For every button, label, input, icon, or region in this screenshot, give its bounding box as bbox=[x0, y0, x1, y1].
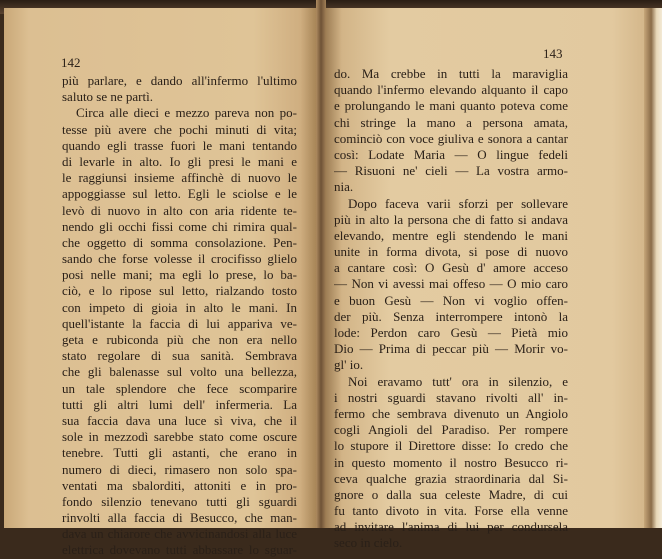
left-page bbox=[4, 8, 316, 558]
text-line: posi nelle mani; ma egli lo prese, lo ba- bbox=[62, 267, 297, 283]
text-line: quando egli trasse fuori le mani tentando bbox=[62, 137, 297, 153]
right-page-text bbox=[334, 66, 568, 552]
text-line: lo stupore il Direttore disse: Io credo che bbox=[334, 438, 568, 454]
text-line: cogli Angioli del Paradiso. Per rompere bbox=[334, 422, 568, 438]
text-line: ceva qualche grazia straordinaria dal Si- bbox=[334, 470, 568, 486]
text-line: e prolungando le mani quanto poteva come bbox=[334, 98, 568, 114]
text-line: quell'istante la faccia di lui appariva ve- bbox=[62, 315, 297, 331]
text-line: dava un chiarore che avvicinandosi alla luce bbox=[62, 526, 297, 542]
text-line: cominciò con voce giuliva e sonora a cantar bbox=[334, 130, 568, 146]
text-line: — Risuoni ne' cieli — La vostra armo- bbox=[334, 163, 568, 179]
text-line: tenebre. Tutti gli astanti, che erano in bbox=[62, 445, 297, 461]
text-line: do. Ma crebbe in tutti la maraviglia bbox=[334, 66, 568, 81]
text-line: in questo momento il nostro Besucco ri- bbox=[334, 454, 568, 470]
text-line: gl' io. bbox=[334, 357, 364, 373]
text-line: stato regolare di sua sanità. Sembrava bbox=[62, 348, 297, 364]
page-edges bbox=[644, 8, 662, 528]
text-line: elevando, mentre egli stendendo le mani bbox=[334, 227, 568, 243]
text-line: Circa alle dieci e mezzo pareva non po- bbox=[76, 105, 297, 121]
text-line: elettrica dovevano tutti abbassare lo sguar- bbox=[62, 542, 297, 558]
text-line: der più. Senza interrompere intonò la bbox=[334, 308, 568, 324]
text-line: quando l'infermo elevando alquanto il capo bbox=[334, 82, 568, 98]
text-line: fondo silenzio tenevano tutti gli sguardi bbox=[62, 493, 297, 509]
text-line: saluto se ne partì. bbox=[62, 89, 153, 105]
text-line: sando che forse volesse il crocifisso glielo bbox=[62, 251, 297, 267]
text-line: ventati ma sbalorditi, attoniti e in pro- bbox=[62, 477, 297, 493]
text-line: nendo gli occhi fissi come chi rimira qual- bbox=[62, 218, 297, 234]
text-line: tesse più avere che pochi minuti di vita; bbox=[62, 121, 297, 137]
text-line: i nostri sguardi stavano rivolti all' in- bbox=[334, 389, 568, 405]
text-line: Noi eravamo tutt' ora in silenzio, e bbox=[348, 373, 568, 389]
text-line: sua faccia dava una luce sì viva, che il bbox=[62, 412, 297, 428]
text-line: lode: Perdon caro Gesù — Pietà mio bbox=[334, 325, 568, 340]
text-line: che oggetto di somma consolazione. Pen- bbox=[62, 234, 297, 250]
text-line: un tale splendore che fece scomparire bbox=[62, 380, 297, 396]
text-line: nia. bbox=[334, 179, 354, 195]
text-line: gnore o dalla sua celeste Madre, di cui bbox=[334, 486, 568, 502]
right-page bbox=[326, 8, 644, 551]
text-line: di levarle in alto. Io gli presi le mani e bbox=[62, 153, 297, 169]
page-number-left: 142 bbox=[61, 55, 81, 70]
text-line: ad invitare l'anima di lui per condursela bbox=[334, 519, 568, 535]
text-line: levò di nuovo in alto con aria ridente te- bbox=[62, 202, 297, 218]
text-line: a cantare così: O Gesù d' amore acceso bbox=[334, 260, 568, 276]
text-line: seco in cielo. bbox=[334, 535, 403, 551]
text-line: più parlare, e dando all'infermo l'ultimo bbox=[62, 73, 297, 88]
text-line: fermo che sembrava divenuto un Angiolo bbox=[334, 405, 568, 421]
text-line: Dopo faceva varii sforzi per sollevare bbox=[348, 195, 568, 211]
text-line: Dio — Prima di peccar più — Morir vo- bbox=[334, 341, 568, 357]
text-line: appoggiasse sul letto. Egli le sciolse e le bbox=[62, 186, 297, 202]
text-line: ciò, e lo ripose sul letto, rialzando tosto bbox=[62, 283, 297, 299]
text-line: — Non vi avessi mai offeso — O mio caro bbox=[334, 276, 568, 292]
text-line: unite in forma divota, si pose di nuovo bbox=[334, 244, 568, 260]
text-line: che gli balenasse sul volto una bellezza, bbox=[62, 364, 297, 380]
text-line: fu tanto divoto in vita. Forse ella venne bbox=[334, 503, 568, 519]
text-line: tutti gli altri lumi dell' infermeria. La bbox=[62, 396, 297, 412]
book-spine bbox=[316, 0, 326, 528]
text-line: le raggiunsi insieme affinchè di nuovo le bbox=[62, 170, 297, 186]
text-line: e buon Gesù — Non vi voglio offen- bbox=[334, 292, 568, 308]
text-line: geta e rubiconda più che non era nello bbox=[62, 332, 297, 347]
text-line: più in alto la persona che di fatto si andava bbox=[334, 211, 568, 227]
text-line: rinvolti alla faccia di Besucco, che man- bbox=[62, 510, 297, 526]
text-line: con impeto di gioia in alto le mani. In bbox=[62, 299, 297, 315]
text-line: sole in mezzodì sarebbe stato come oscure bbox=[62, 429, 297, 445]
text-line: numero di dieci, rimasero non solo spa- bbox=[62, 461, 297, 477]
text-line: così: Lodate Maria — O lingue fedeli bbox=[334, 146, 568, 162]
page-number-right: 143 bbox=[543, 46, 563, 61]
text-line: chi stringe la mano a persona amata, bbox=[334, 114, 568, 130]
left-page-text bbox=[62, 73, 297, 559]
